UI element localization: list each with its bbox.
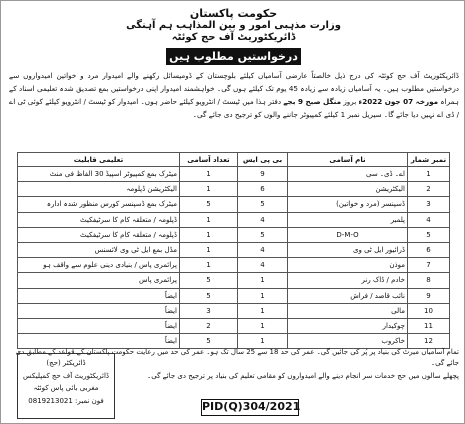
pid-code: PID(Q)304/2021 [201, 399, 299, 416]
cell-count: 5 [180, 288, 238, 303]
table-row [18, 212, 450, 227]
cell-bps: 1 [238, 318, 288, 333]
cell-bps: 9 [238, 167, 288, 182]
cell-count: 1 [180, 227, 238, 242]
cell-count: 1 [180, 212, 238, 227]
footer-note-1: تمام آسامیاں میرٹ کی بنیاد پر پُر کی جائیں گی۔ عمر کی حد 18 سے 25 سال تک ہو۔ عمر کی حد میں رعایت حکومت پاکستان کے قواعد کے مطابق دی جائے گی۔ [15, 348, 459, 367]
cell-qualification: مڈل بمع ایل ٹی وی لائسنس [18, 242, 180, 257]
cell-serial: 11 [408, 318, 450, 333]
table-header-row [18, 153, 450, 167]
table-row [18, 242, 450, 257]
cell-post-name: ڈرائیور ایل ٹی وی [288, 242, 408, 257]
director-stamp [17, 353, 115, 419]
intro-date: مورخہ 07 جون 2022ء [358, 97, 439, 106]
cell-count: 5 [180, 273, 238, 288]
cell-qualification: میٹرک بمع ڈسپنسر کورس منظور شدہ ادارہ [18, 197, 180, 212]
directorate-header: ڈائریکٹوریٹ آف حج کوئٹہ [171, 32, 296, 43]
cell-post-name: نائب قاصد / فراش [288, 288, 408, 303]
cell-count: 3 [180, 303, 238, 318]
cell-post-name: خادم / ڈاک رنر [288, 273, 408, 288]
cell-qualification: میٹرک بمع کمپیوٹر اسپیڈ 30 الفاظ فی منٹ [18, 167, 180, 182]
cell-qualification: پرائمری پاس [18, 273, 180, 288]
intro-text-1: ڈائریکٹوریٹ آف حج کوئٹہ کی درج ذیل خالصتاً عارضی آسامیاں کیلئے بلوچستان کے ڈومیسائل رکھنے والے امیدوار مرد و خواتین امیدواروں سے درخواستیں مطلوب ہیں۔ یہ آسامیاں زیادہ سے زیادہ 45 یوم تک کیلئے ہوں گی۔ خواہشمند امیدوار اپنی درخواستیں بمع تصدیق شدہ تعلیمی اسناد کے ہمراہ [9, 71, 459, 106]
cell-qualification: ایضاً [18, 303, 180, 318]
cell-count: 1 [180, 167, 238, 182]
header-post-name: نام آسامی [288, 153, 408, 167]
cell-qualification: پرائمری پاس / بنیادی دینی علوم سے واقف ہو [18, 258, 180, 273]
stamp-office: ڈائریکٹوریٹ آف حج کمپلیکس [22, 371, 110, 380]
cell-serial: 7 [408, 258, 450, 273]
stamp-address: مغربی بائی پاس کوئٹہ [33, 384, 99, 392]
cell-serial: 9 [408, 288, 450, 303]
cell-serial: 6 [408, 242, 450, 257]
cell-serial: 12 [408, 334, 450, 349]
cell-bps: 1 [238, 334, 288, 349]
cell-qualification: ایضاً [18, 288, 180, 303]
cell-bps: 4 [238, 258, 288, 273]
cell-post-name: D-M-O [288, 227, 408, 242]
cell-serial: 10 [408, 303, 450, 318]
table-row [18, 182, 450, 197]
cell-post-name: خاکروب [288, 334, 408, 349]
table-row [18, 318, 450, 333]
intro-text-3: دفتر ہذا میں ٹیسٹ / انٹرویو کیلئے حاضر ہوں۔ امیدوار کو ٹیسٹ / انٹرویو کیلئے کوئی ٹی اے / ڈی اے نہیں دیا جائے گا۔ سیریل نمبر 1 کیلئے کمپیوٹر جاننے والوں کو ترجیح دی جائے گی۔ [9, 97, 459, 119]
vacancies-table [17, 152, 450, 349]
table-row [18, 227, 450, 242]
table-row [18, 288, 450, 303]
cell-qualification: الیکٹریشن ڈپلومہ [18, 182, 180, 197]
header-count: تعداد آسامی [180, 153, 238, 167]
cell-post-name: پلمبر [288, 212, 408, 227]
header-bps: بی پی ایس [238, 153, 288, 167]
footer-note-2: پچھلے سالوں میں حج خدمات سر انجام دینے والے امیدواروں کو مقامی تعلیم کی بنیاد پر ترجیح دی جائے گی۔ [147, 372, 459, 380]
cell-qualification: ڈپلومہ / متعلقہ کام کا سرٹیفکیٹ [18, 212, 180, 227]
cell-serial: 1 [408, 167, 450, 182]
header-qualification: تعلیمی قابلیت [18, 153, 180, 167]
cell-bps: 5 [238, 197, 288, 212]
cell-qualification: ایضاً [18, 318, 180, 333]
cell-count: 1 [180, 258, 238, 273]
table-row [18, 258, 450, 273]
cell-serial: 3 [408, 197, 450, 212]
cell-serial: 4 [408, 212, 450, 227]
cell-bps: 4 [238, 212, 288, 227]
cell-qualification: ایضاً [18, 334, 180, 349]
cell-count: 2 [180, 318, 238, 333]
cell-post-name: الیکٹریشن [288, 182, 408, 197]
cell-bps: 6 [238, 182, 288, 197]
cell-serial: 2 [408, 182, 450, 197]
cell-post-name: مالی [288, 303, 408, 318]
cell-post-name: چوکیدار [288, 318, 408, 333]
cell-bps: 5 [238, 227, 288, 242]
stamp-phone: فون نمبر: 0819213021 [28, 396, 104, 405]
intro-time: منگل صبح 9 بجے [283, 97, 342, 106]
cell-bps: 1 [238, 273, 288, 288]
cell-bps: 1 [238, 288, 288, 303]
cell-count: 5 [180, 334, 238, 349]
table-row [18, 167, 450, 182]
cell-count: 5 [180, 197, 238, 212]
ministry-header: وزارت مذہبی امور و بین المذاہب ہم آہنگی [126, 20, 341, 31]
intro-paragraph [9, 69, 459, 149]
cell-serial: 5 [408, 227, 450, 242]
govt-header: حکومت پاکستان [189, 7, 278, 20]
header-serial: نمبر شمار [408, 153, 450, 167]
cell-count: 1 [180, 182, 238, 197]
stamp-title: ڈائریکٹر (حج) [46, 359, 86, 367]
vacancies-banner: درخواستیں مطلوب ہیں [166, 48, 301, 65]
table-row [18, 197, 450, 212]
cell-count: 1 [180, 242, 238, 257]
cell-bps: 4 [238, 242, 288, 257]
cell-qualification: ڈپلومہ / متعلقہ کام کا سرٹیفکیٹ [18, 227, 180, 242]
cell-post-name: اے۔ ڈی۔ سی [288, 167, 408, 182]
intro-text-2: بروز [343, 97, 357, 106]
cell-post-name: ڈسپنسر (مرد و خواتین) [288, 197, 408, 212]
table-row [18, 273, 450, 288]
cell-bps: 1 [238, 303, 288, 318]
cell-post-name: موذن [288, 258, 408, 273]
table-row [18, 303, 450, 318]
cell-serial: 8 [408, 273, 450, 288]
